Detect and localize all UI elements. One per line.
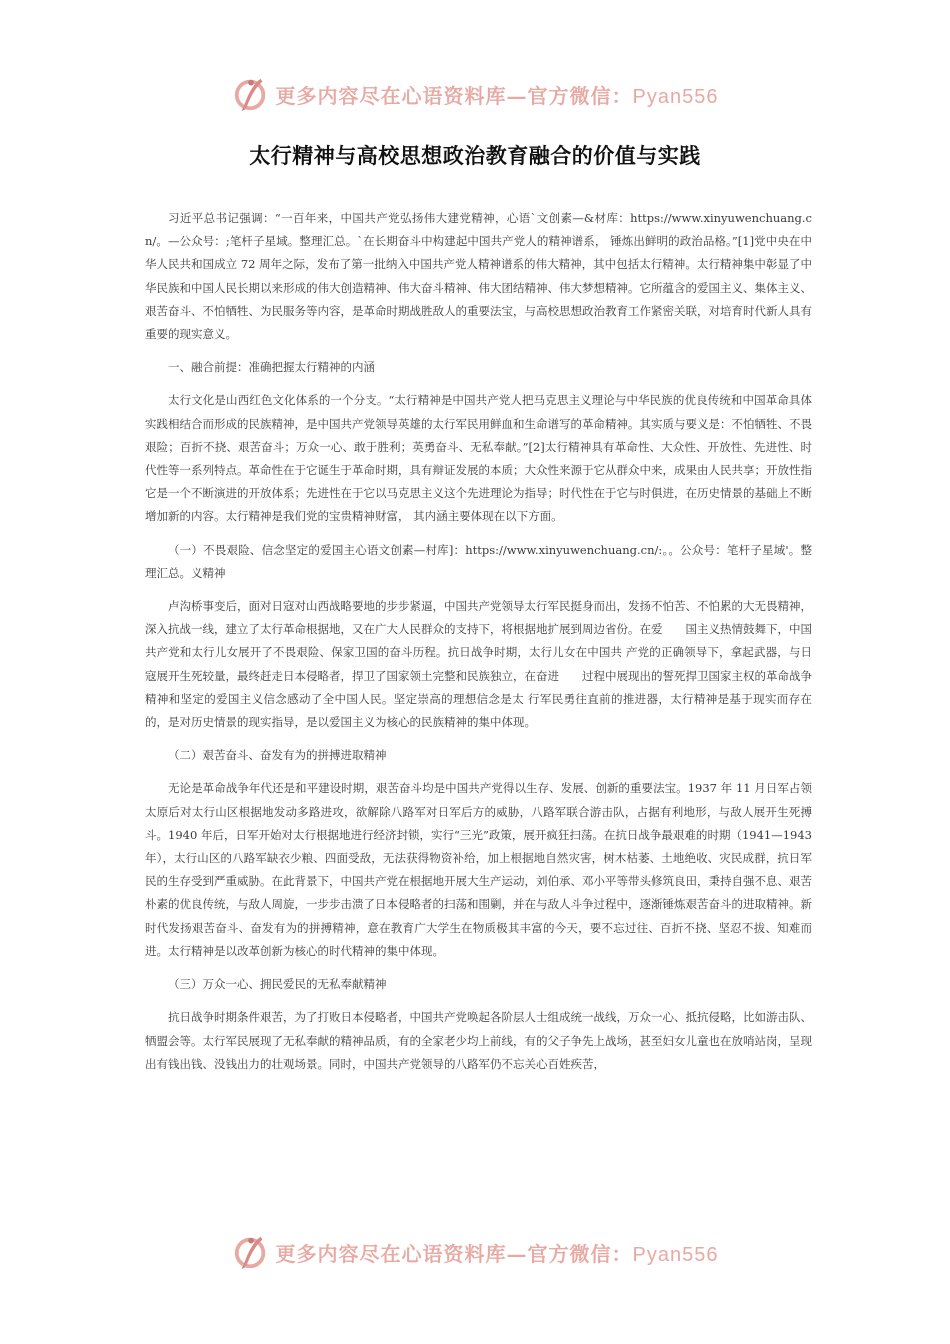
quill-logo-icon [232, 1233, 270, 1271]
watermark-text: 更多内容尽在心语资料库—官方微信：Pyan556 [275, 83, 719, 108]
subsection-heading-2: （二）艰苦奋斗、奋发有为的拼搏进取精神 [168, 748, 387, 763]
paragraph-hard-work: 无论是革命战争年代还是和平建设时期，艰苦奋斗均是中国共产党得以生存、发展、创新的重要法宝。1937 年 11 月日军占领太原后对太行山区根据地发动多路进攻，欲解除八路军对日军后方的威胁，八路军联合游击队，占据有利地形，与敌人展开生死搏斗。1940 年后，日军开始对太行根据地进行经济封锁，实行“三光”政策，展开疯狂扫荡。在抗日战争最艰难的时期（1941—1943 年），太行山区的八路军缺衣少粮、四面受敌，无法获得物资补给，加上根据地自然灾害，树木枯萎、土地绝收、灾民成群，抗日军民的生存受到严重威胁。在此背景下，中国共产党在根据地开展大生产运动，刘伯承、邓小平等带头修筑良田，秉持自强不息、艰苦朴素的优良传统，与敌人周旋，一步步击溃了日本侵略者的扫荡和围剿，并在与敌人斗争过程中，逐渐锤炼艰苦奋斗的进取精神。新时代发扬艰苦奋斗、奋发有为的拼搏精神，意在教育广大学生在物质极其丰富的今天，要不忘过往、百折不挠、坚忍不拔、知难而进。太行精神是以改革创新为核心的时代精神的集中体现。 [145, 781, 812, 958]
paragraph-taihang-culture: 太行文化是山西红色文化体系的一个分支。“太行精神是中国共产党人把马克思主义理论与中华民族的优良传统和中国革命具体实践相结合而形成的民族精神，是中国共产党领导英雄的太行军民用鲜血和生命谱写的革命精神。其实质与要义是：不怕牺牲、不畏艰险；百折不挠、艰苦奋斗；万众一心、敢于胜利；英勇奋斗、无私奉献。”[2]太行精神具有革命性、大众性、开放性、先进性、时代性等一系列特点。革命性在于它诞生于革命时期，具有辩证发展的本质；大众性来源于它从群众中来，成果由人民共享；开放性指它是一个不断演进的开放体系；先进性在于它以马克思主义这个先进理论为指导；时代性在于它与时俱进，在历史情景的基础上不断增加新的内容。太行精神是我们党的宝贵精神财富， 其内涵主要体现在以下方面。 [145, 393, 812, 524]
watermark-banner-top [0, 74, 950, 114]
subsection-heading-3: （三）万众一心、拥民爱民的无私奉献精神 [168, 977, 387, 992]
paragraph-patriotism: 卢沟桥事变后，面对日寇对山西战略要地的步步紧逼，中国共产党领导太行军民挺身而出，发扬不怕苦、不怕累的大无畏精神，深入抗战一线，建立了太行革命根据地，又在广大人民群众的支持下，将根据地扩展到周边省份。在爱 国主义热情鼓舞下，中国共产党和太行儿女展开了不畏艰险、保家卫国的奋斗历程。抗日战争时期，太行儿女在中国共 产党的正确领导下，拿起武器，与日寇展开生死较量，最终赶走日本侵略者，捍卫了国家领土完整和民族独立，在奋进 过程中展现出的誓死捍卫国家主权的革命战争精神和坚定的爱国主义信念感动了全中国人民。坚定崇高的理想信念是太 行军民勇往直前的推进器，太行精神是基于现实而存在的，是对历史情景的现实指导，是以爱国主义为核心的民族精神的集中体现。 [145, 599, 812, 730]
paragraph-intro: 习近平总书记强调：“一百年来，中国共产党弘扬伟大建党精神，心语`文创素—&材库：https://www.xinyuwenchuang.cn/。—公众号：;笔杆子星域。整理汇总。`在长期奋斗中构建起中国共产党人的精神谱系， 锤炼出鲜明的政治品格。”[1]党中央在中华人民共和国成立 72 周年之际，发布了第一批纳入中国共产党人精神谱系的伟大精神，其中包括太行精神。太行精神集中彰显了中华民族和中国人民长期以来形成的伟大创造精神、伟大奋斗精神、伟大团结精神、伟大梦想精神。它所蕴含的爱国主义、集体主义、艰苦奋斗、不怕牺牲、为民服务等内容，是革命时期战胜敌人的重要法宝，与高校思想政治教育工作紧密关联，对培育时代新人具有重要的现实意义。 [145, 211, 812, 342]
section-heading-1: 一、融合前提：准确把握太行精神的内涵 [168, 360, 375, 375]
watermark-brand: Pyan556 [632, 1243, 719, 1266]
subsection-heading-1: （一）不畏艰险、信念坚定的爱国主心语文创素—村库]：https://www.xinyuwenchuang.cn/:。。公众号：笔杆子星域'。整理汇总。义精神 [145, 542, 812, 580]
document-body [145, 207, 812, 1076]
document-title: 太行精神与高校思想政治教育融合的价值与实践 [249, 144, 701, 168]
paragraph-dedication: 抗日战争时期条件艰苦，为了打败日本侵略者，中国共产党唤起各阶层人士组成统一战线，万众一心、抵抗侵略，比如游击队、牺盟会等。太行军民展现了无私奉献的精神品质，有的全家老少均上前线，有的父子争先上战场，甚至妇女儿童也在放哨站岗，呈现出有钱出钱、没钱出力的壮观场景。同时，中国共产党领导的八路军仍不忘关心百姓疾苦， [145, 1010, 812, 1071]
quill-logo-icon [232, 75, 270, 113]
watermark-brand: Pyan556 [632, 85, 719, 108]
watermark-banner-bottom [0, 1232, 950, 1272]
watermark-text: 更多内容尽在心语资料库—官方微信：Pyan556 [275, 1241, 719, 1266]
